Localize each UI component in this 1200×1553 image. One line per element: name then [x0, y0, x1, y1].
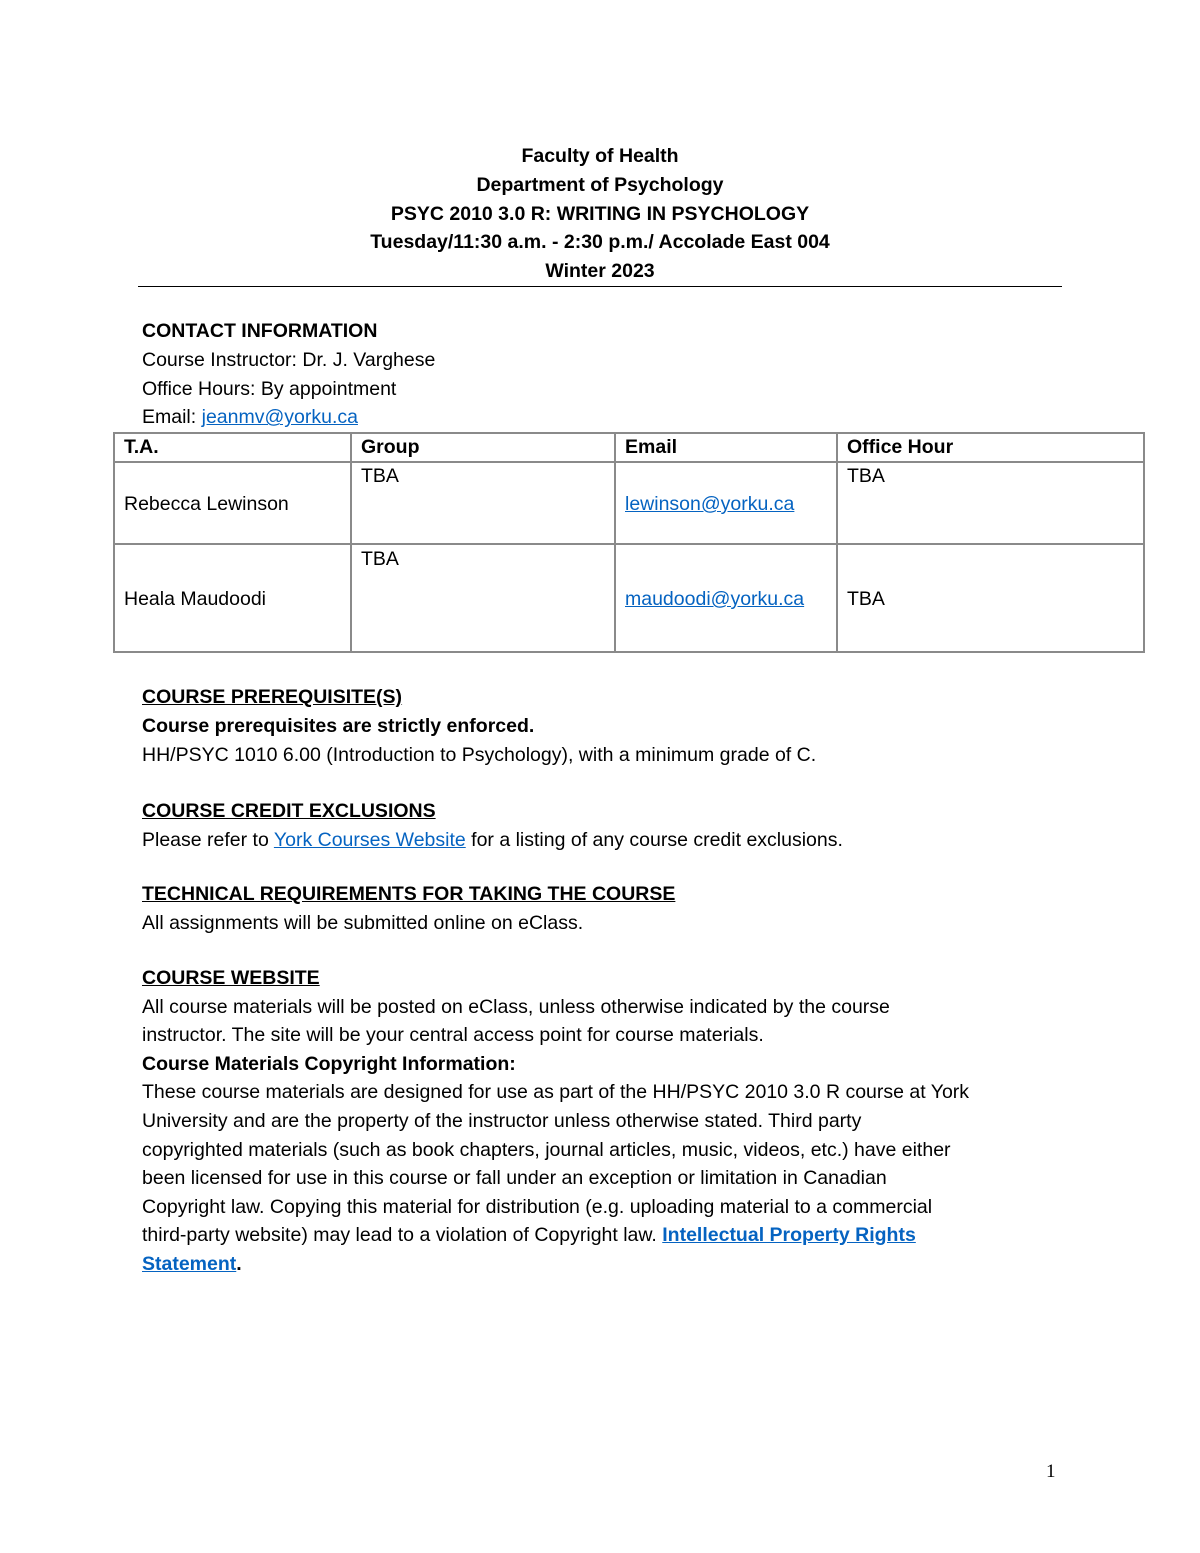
email-column-header: Email [615, 433, 837, 462]
office-hour-column-header: Office Hour [837, 433, 1144, 462]
technical-heading: TECHNICAL REQUIREMENTS FOR TAKING THE COURSE [142, 883, 676, 905]
technical-text: All assignments will be submitted online on eClass. [142, 911, 584, 934]
copyright-text-line [142, 1221, 1052, 1250]
course-term: Winter 2023 [545, 260, 655, 283]
faculty-title: Faculty of Health [521, 145, 679, 167]
email-label: Email: [142, 406, 202, 429]
table-row [114, 462, 1144, 544]
email-cell [615, 544, 837, 652]
instructor-line: Course Instructor: Dr. J. Varghese [142, 348, 436, 371]
exclusions-heading: COURSE CREDIT EXCLUSIONS [142, 800, 436, 822]
ip-rights-link[interactable]: Intellectual Property Rights [662, 1224, 916, 1247]
contact-heading: CONTACT INFORMATION [142, 320, 378, 342]
office-hour-value: TBA [847, 465, 885, 487]
email-cell [615, 462, 837, 544]
website-section [142, 964, 1052, 1279]
copyright-text-line: copyrighted materials (such as book chapters, journal articles, music, videos, etc.) have either [142, 1138, 951, 1161]
ta-column-header: T.A. [114, 433, 351, 462]
contact-section [142, 317, 1052, 432]
copyright-text-line: These course materials are designed for use as part of the HH/PSYC 2010 3.0 R course at York [142, 1081, 970, 1104]
exclusions-text-before: Please refer to [142, 828, 274, 851]
copyright-text-line: been licensed for use in this course or fall under an exception or limitation in Canadian [142, 1167, 887, 1190]
ta-name: Rebecca Lewinson [124, 493, 289, 515]
exclusions-section [142, 797, 1052, 855]
ip-link-period: . [236, 1252, 242, 1275]
ip-rights-link-continued[interactable]: Statement [142, 1252, 237, 1275]
ta-name: Heala Maudoodi [124, 588, 267, 610]
website-text-line: instructor. The site will be your central access point for course materials. [142, 1024, 764, 1047]
group-cell [351, 462, 615, 544]
instructor-email-line [142, 403, 1052, 432]
prereq-heading: COURSE PREREQUISITE(S) [142, 686, 403, 708]
table-row [114, 544, 1144, 652]
header-divider [138, 286, 1062, 287]
group-value: TBA [361, 465, 399, 487]
prereq-section [142, 683, 1052, 769]
prereq-strict-note: Course prerequisites are strictly enforced. [142, 714, 535, 737]
instructor-email-link[interactable]: jeanmv@yorku.ca [201, 406, 358, 429]
office-hour-value: TBA [847, 588, 885, 610]
prereq-detail: HH/PSYC 1010 6.00 (Introduction to Psychology), with a minimum grade of C. [142, 743, 817, 766]
technical-section [142, 880, 1052, 938]
office-hours-line: Office Hours: By appointment [142, 377, 397, 400]
group-cell [351, 544, 615, 652]
group-column-header: Group [351, 433, 615, 462]
copyright-heading: Course Materials Copyright Information: [142, 1052, 516, 1075]
copyright-text-line: University and are the property of the instructor unless otherwise stated. Third party [142, 1109, 862, 1132]
ta-name-cell [114, 462, 351, 544]
page-number: 1 [1046, 1461, 1056, 1482]
office-hour-cell [837, 544, 1144, 652]
course-schedule: Tuesday/11:30 a.m. - 2:30 p.m./ Accolade East 004 [370, 231, 830, 254]
ta-name-cell [114, 544, 351, 652]
exclusions-text [142, 826, 1052, 855]
copyright-text-line [142, 1250, 1052, 1279]
document-header [138, 142, 1062, 286]
website-text-line: All course materials will be posted on eClass, unless otherwise indicated by the course [142, 995, 890, 1018]
york-courses-link[interactable]: York Courses Website [273, 828, 466, 851]
group-value: TBA [361, 548, 399, 570]
exclusions-text-after: for a listing of any course credit exclusions. [465, 828, 843, 851]
website-heading: COURSE WEBSITE [142, 967, 320, 989]
ta-email-link[interactable]: maudoodi@yorku.ca [625, 588, 805, 610]
ta-email-link[interactable]: lewinson@yorku.ca [625, 493, 795, 515]
department-title: Department of Psychology [476, 173, 724, 196]
office-hour-cell [837, 462, 1144, 544]
copyright-text-before-link: third-party website) may lead to a violation of Copyright law. [142, 1224, 663, 1247]
copyright-text-line: Copyright law. Copying this material for distribution (e.g. uploading material to a commercial [142, 1195, 933, 1218]
ta-table [113, 432, 1145, 653]
course-title: PSYC 2010 3.0 R: WRITING IN PSYCHOLOGY [390, 202, 810, 225]
ta-table-header-row [114, 433, 1144, 462]
